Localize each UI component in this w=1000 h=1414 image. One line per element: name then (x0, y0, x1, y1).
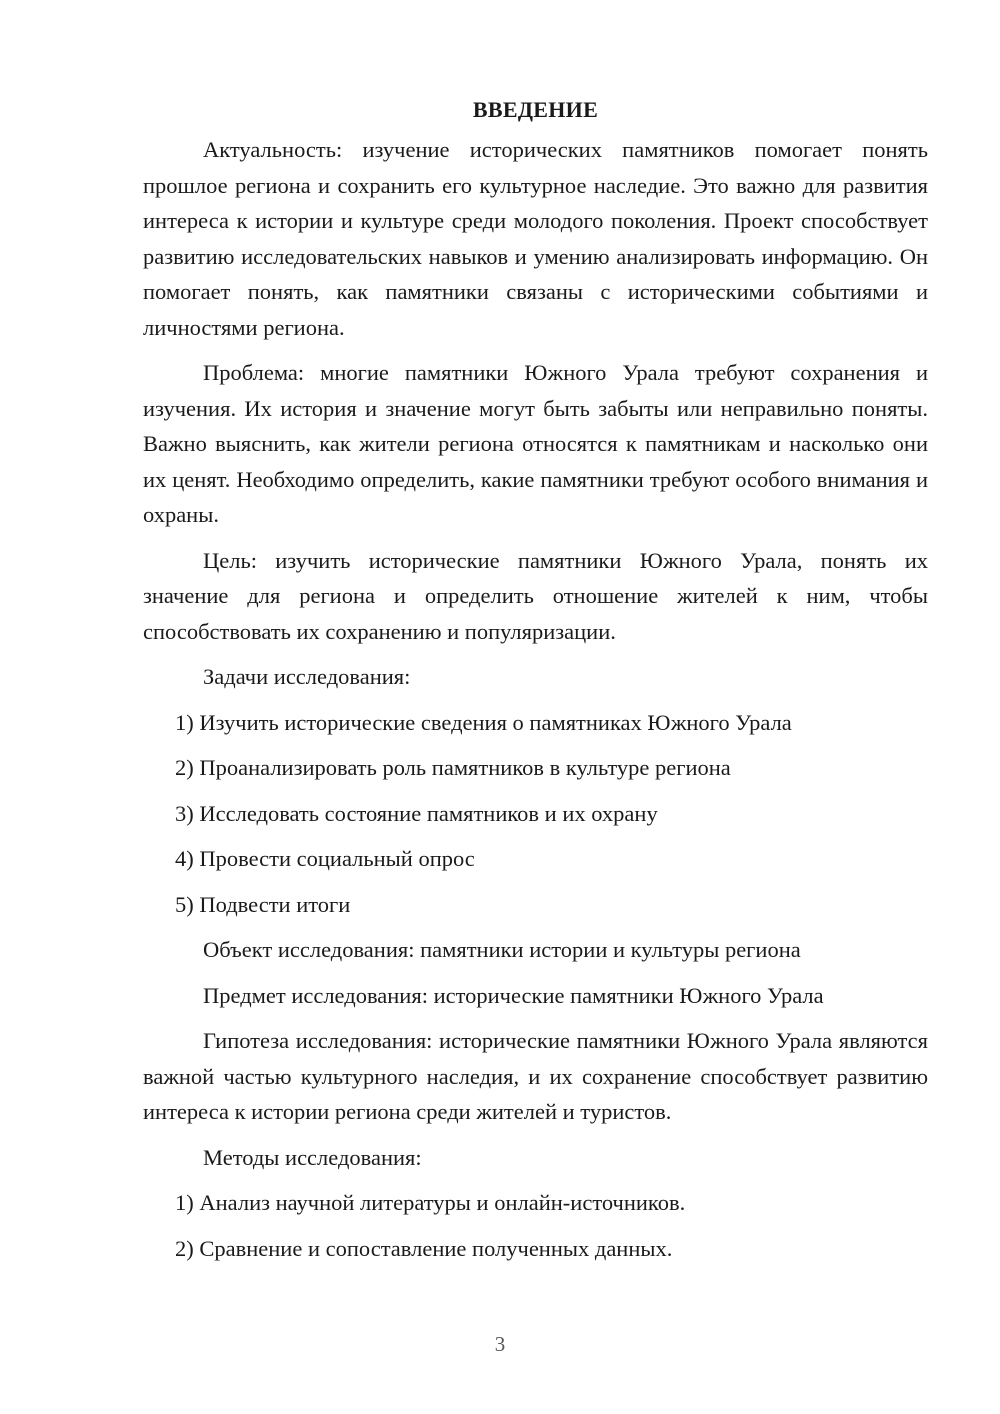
list-item: 1) Изучить исторические сведения о памятниках Южного Урала (175, 709, 792, 735)
research-object: Объект исследования: памятники истории и культуры региона (203, 937, 801, 962)
methods-list (143, 1185, 928, 1266)
document-page (143, 90, 928, 1276)
list-item: 1) Анализ научной литературы и онлайн-источников. (175, 1190, 686, 1215)
goal-paragraph: Цель: изучить исторические памятники Южного Урала, понять их значение для региона и определить отношение жителей к ним, чтобы способствовать их сохранению и популяризации. (143, 547, 928, 644)
list-item: 2) Сравнение и сопоставление полученных данных. (175, 1235, 673, 1261)
list-item: 3) Исследовать состояние памятников и их охрану (175, 800, 658, 826)
list-item: 4) Провести социальный опрос (175, 846, 475, 871)
page-number: 3 (494, 1332, 506, 1356)
tasks-list (143, 705, 928, 923)
document-heading: ВВЕДЕНИЕ (472, 97, 599, 122)
problem-paragraph: Проблема: многие памятники Южного Урала требуют сохранения и изучения. Их история и значение могут быть забыты или неправильно поняты. Важно выяснить, как жители региона относятся к памятникам и насколько они их ценят. Необходимо определить, какие памятники требуют особого внимания и охраны. (143, 360, 928, 527)
relevance-paragraph: Актуальность: изучение исторических памятников помогает понять прошлое региона и сохранить его культурное наследие. Это важно для развития интереса к истории и культуре среди молодого поколения. Проект способствует развитию исследовательских навыков и умению анализировать информацию. Он помогает понять, как памятники связаны с историческими событиями и личностями региона. (143, 137, 928, 340)
list-item: 5) Подвести итоги (175, 891, 351, 917)
list-item: 2) Проанализировать роль памятников в культуре региона (175, 755, 731, 780)
methods-title: Методы исследования: (203, 1144, 422, 1170)
research-subject: Предмет исследования: исторические памятники Южного Урала (203, 982, 824, 1008)
hypothesis-paragraph: Гипотеза исследования: исторические памятники Южного Урала являются важной частью культурного наследия, и их сохранение способствует развитию интереса к истории региона среди жителей и туристов. (143, 1028, 928, 1124)
tasks-title: Задачи исследования: (203, 664, 411, 689)
